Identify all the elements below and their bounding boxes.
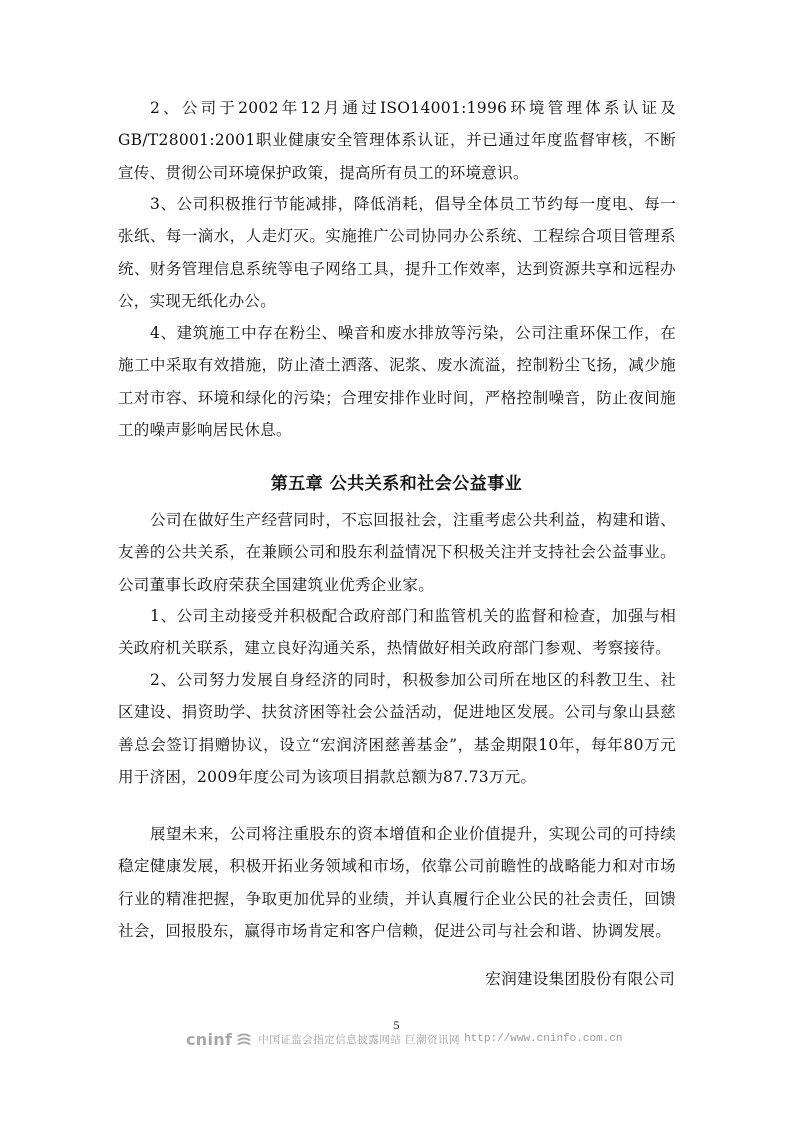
company-signature: 宏润建设集团股份有限公司 xyxy=(485,970,675,988)
paragraph-environment-2: 2、公司于2002年12月通过ISO14001:1996环境管理体系认证及GB/T28001:2001职业健康安全管理体系认证，并已通过年度监督审核，不断宣传、贯彻公司环境保护政策，提高所有员工的环境意识。 xyxy=(118,99,676,182)
paragraph-public-relations-2: 2、公司努力发展自身经济的同时，积极参加公司所在地区的科教卫生、社区建设、捐资助学、扶贫济困等社会公益活动，促进地区发展。公司与象山县慈善总会签订捐赠协议，设立“宏润济困慈善基金”，基金期限10年，每年80万元用于济困，2009年度公司为该项目捐款总额为87.73万元。 xyxy=(118,671,676,786)
paragraph-public-relations-1: 1、公司主动接受并积极配合政府部门和监管机关的监督和检查，加强与相关政府机关联系，建立良好沟通关系，热情做好相关政府部门参观、考察接待。 xyxy=(118,607,676,658)
cninfo-logo-text: cninf xyxy=(186,1029,233,1049)
paragraph-environment-4: 4、建筑施工中存在粉尘、噪音和废水排放等污染，公司注重环保工作，在施工中采取有效措施，防止渣土洒落、泥浆、废水流溢，控制粉尘飞扬，减少施工对市容、环境和绿化的污染；合理安排作业时间，严格控制噪音，防止夜间施工的噪声影响居民休息。 xyxy=(118,324,676,439)
paragraph-environment-3: 3、公司积极推行节能减排，降低消耗，倡导全体员工节约每一度电、每一张纸、每一滴水，人走灯灭。实施推广公司协同办公系统、工程综合项目管理系统、财务管理信息系统等电子网络工具，提升工作效率，达到资源共享和远程办公，实现无纸化办公。 xyxy=(118,195,676,310)
footer-watermark xyxy=(186,1030,623,1048)
chapter-heading: 第五章 公共关系和社会公益事业 xyxy=(270,474,523,494)
footer-url[interactable]: http://www.cninfo.com.cn xyxy=(464,1033,623,1045)
footer-description: 中国证监会指定信息披露网站 巨潮资讯网 xyxy=(258,1033,461,1046)
paragraph-chapter5-intro: 公司在做好生产经营同时，不忘回报社会，注重考虑公共利益，构建和谐、友善的公共关系，在兼顾公司和股东利益情况下积极关注并支持社会公益事业。公司董事长政府荣获全国建筑业优秀企业家。 xyxy=(118,511,676,594)
page-number: 5 xyxy=(393,1018,400,1032)
paragraph-outlook: 展望未来，公司将注重股东的资本增值和企业价值提升，实现公司的可持续稳定健康发展，积极开拓业务领域和市场，依靠公司前瞻性的战略能力和对市场行业的精准把握，争取更加优异的业绩，并认真履行企业公民的社会责任，回馈社会，回报股东，赢得市场肯定和客户信赖，促进公司与社会和谐、协调发展。 xyxy=(118,825,676,940)
cninfo-logo-icon xyxy=(235,1032,253,1046)
